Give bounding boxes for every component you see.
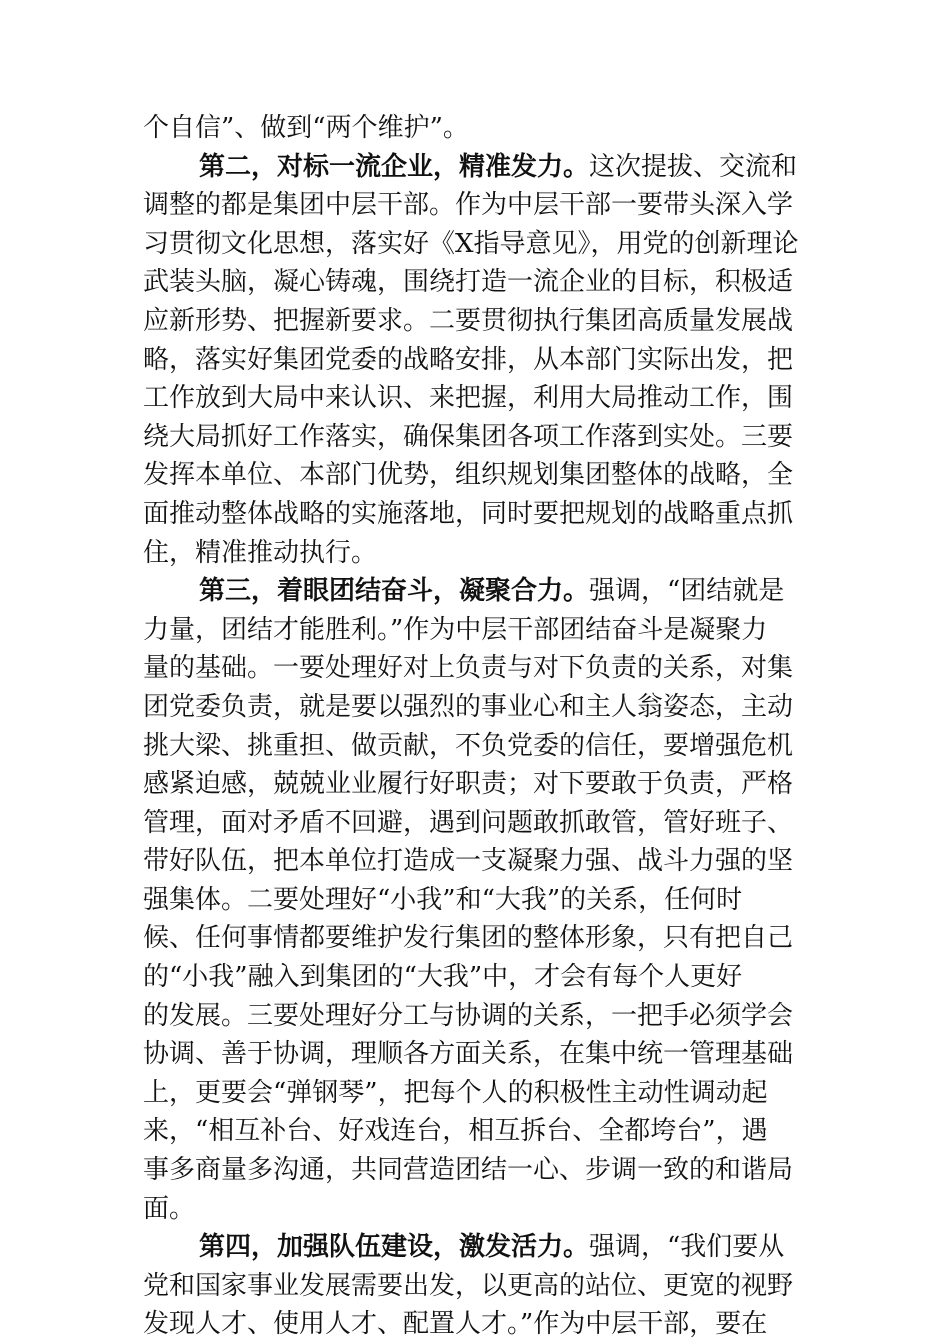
text-line [143, 1074, 808, 1113]
line-text: 个自信”、做到“两个维护”。 [143, 113, 469, 143]
text-line [143, 418, 808, 457]
document-body [143, 109, 808, 1344]
line-text: 管理，面对矛盾不回避，遇到问题敢抓敢管，管好班子、 [143, 807, 794, 838]
line-text: 绕大局抓好工作落实，确保集团各项工作落到实处。三要 [143, 421, 794, 452]
paragraph-heading: 第四，加强队伍建设，激发活力。 [199, 1232, 590, 1263]
text-line [143, 919, 808, 958]
line-text: 量的基础。一要处理好对上负责与对下负责的关系，对集 [143, 653, 794, 684]
line-text: 党和国家事业发展需要出发，以更高的站位、更宽的视野 [143, 1270, 794, 1301]
text-line [143, 804, 808, 843]
line-text: 略，落实好集团党委的战略安排，从本部门实际出发，把 [143, 344, 794, 375]
text-line [143, 1151, 808, 1190]
line-text: 感紧迫感，兢兢业业履行好职责；对下要敢于负责，严格 [143, 769, 794, 800]
line-text: 面。 [143, 1193, 196, 1224]
line-text: 住，精准推动执行。 [143, 537, 378, 568]
text-line [143, 109, 808, 148]
text-line [143, 1228, 808, 1267]
text-line [143, 302, 808, 341]
paragraph-heading: 第三，着眼团结奋斗，凝聚合力。 [199, 576, 590, 607]
text-line [143, 1267, 808, 1306]
text-line [143, 1112, 808, 1151]
line-text: 协调、善于协调，理顺各方面关系，在集中统一管理基础 [143, 1039, 794, 1070]
text-line [143, 1190, 808, 1229]
line-text: 带好队伍，把本单位打造成一支凝聚力强、战斗力强的坚 [143, 846, 794, 877]
text-line [143, 186, 808, 225]
text-line [143, 765, 808, 804]
line-text: 力量，团结才能胜利。”作为中层干部团结奋斗是凝聚力 [143, 614, 768, 645]
line-text: 事多商量多沟通，共同营造团结一心、步调一致的和谐局 [143, 1155, 794, 1186]
text-line [143, 456, 808, 495]
line-text: 面推动整体战略的实施落地，同时要把规划的战略重点抓 [143, 498, 794, 529]
line-text: 应新形势、把握新要求。二要贯彻执行集团高质量发展战 [143, 305, 794, 336]
line-text: 的“小我”融入到集团的“大我”中，才会有每个人更好 [143, 962, 743, 993]
text-line [143, 1305, 808, 1344]
line-text: 武装头脑，凝心铸魂，围绕打造一流企业的目标，积极适 [143, 267, 794, 298]
line-text: 候、任何事情都要维护发行集团的整体形象，只有把自己 [143, 923, 794, 954]
text-line [143, 341, 808, 380]
text-line [143, 225, 808, 264]
line-text: 强调，“团结就是 [589, 576, 785, 607]
text-line [143, 1035, 808, 1074]
line-text: 的发展。三要处理好分工与协调的关系，一把手必须学会 [143, 1000, 794, 1031]
text-line [143, 727, 808, 766]
line-text: 这次提拔、交流和 [589, 151, 798, 182]
text-line [143, 495, 808, 534]
text-line [143, 649, 808, 688]
line-text: 团党委负责，就是要以强烈的事业心和主人翁姿态，主动 [143, 691, 794, 722]
text-line [143, 842, 808, 881]
paragraph [143, 109, 808, 148]
paragraph [143, 148, 808, 573]
text-line [143, 534, 808, 573]
text-line [143, 611, 808, 650]
text-line [143, 263, 808, 302]
text-line [143, 958, 808, 997]
line-text: 工作放到大局中来认识、来把握，利用大局推动工作，围 [143, 383, 794, 414]
text-line [143, 881, 808, 920]
line-text: 发现人才、使用人才、配置人才。”作为中层干部，要在 [143, 1309, 768, 1340]
paragraph-heading: 第二，对标一流企业，精准发力。 [199, 151, 590, 182]
text-line [143, 572, 808, 611]
line-text: 强集体。二要处理好“小我”和“大我”的关系，任何时 [143, 884, 743, 915]
text-line [143, 688, 808, 727]
text-line [143, 997, 808, 1036]
text-line [143, 148, 808, 187]
line-text: 发挥本单位、本部门优势，组织规划集团整体的战略，全 [143, 460, 794, 491]
line-text: 挑大梁、挑重担、做贡献，不负党委的信任，要增强危机 [143, 730, 794, 761]
line-text: 习贯彻文化思想，落实好《X指导意见》，用党的创新理论 [143, 228, 799, 259]
paragraph [143, 1228, 808, 1344]
paragraph [143, 572, 808, 1228]
line-text: 上，更要会“弹钢琴”，把每个人的积极性主动性调动起 [143, 1077, 768, 1108]
line-text: 强调，“我们要从 [589, 1232, 785, 1263]
line-text: 调整的都是集团中层干部。作为中层干部一要带头深入学 [143, 190, 794, 221]
text-line [143, 379, 808, 418]
line-text: 来，“相互补台、好戏连台，相互拆台、全都垮台”，遇 [143, 1116, 768, 1147]
